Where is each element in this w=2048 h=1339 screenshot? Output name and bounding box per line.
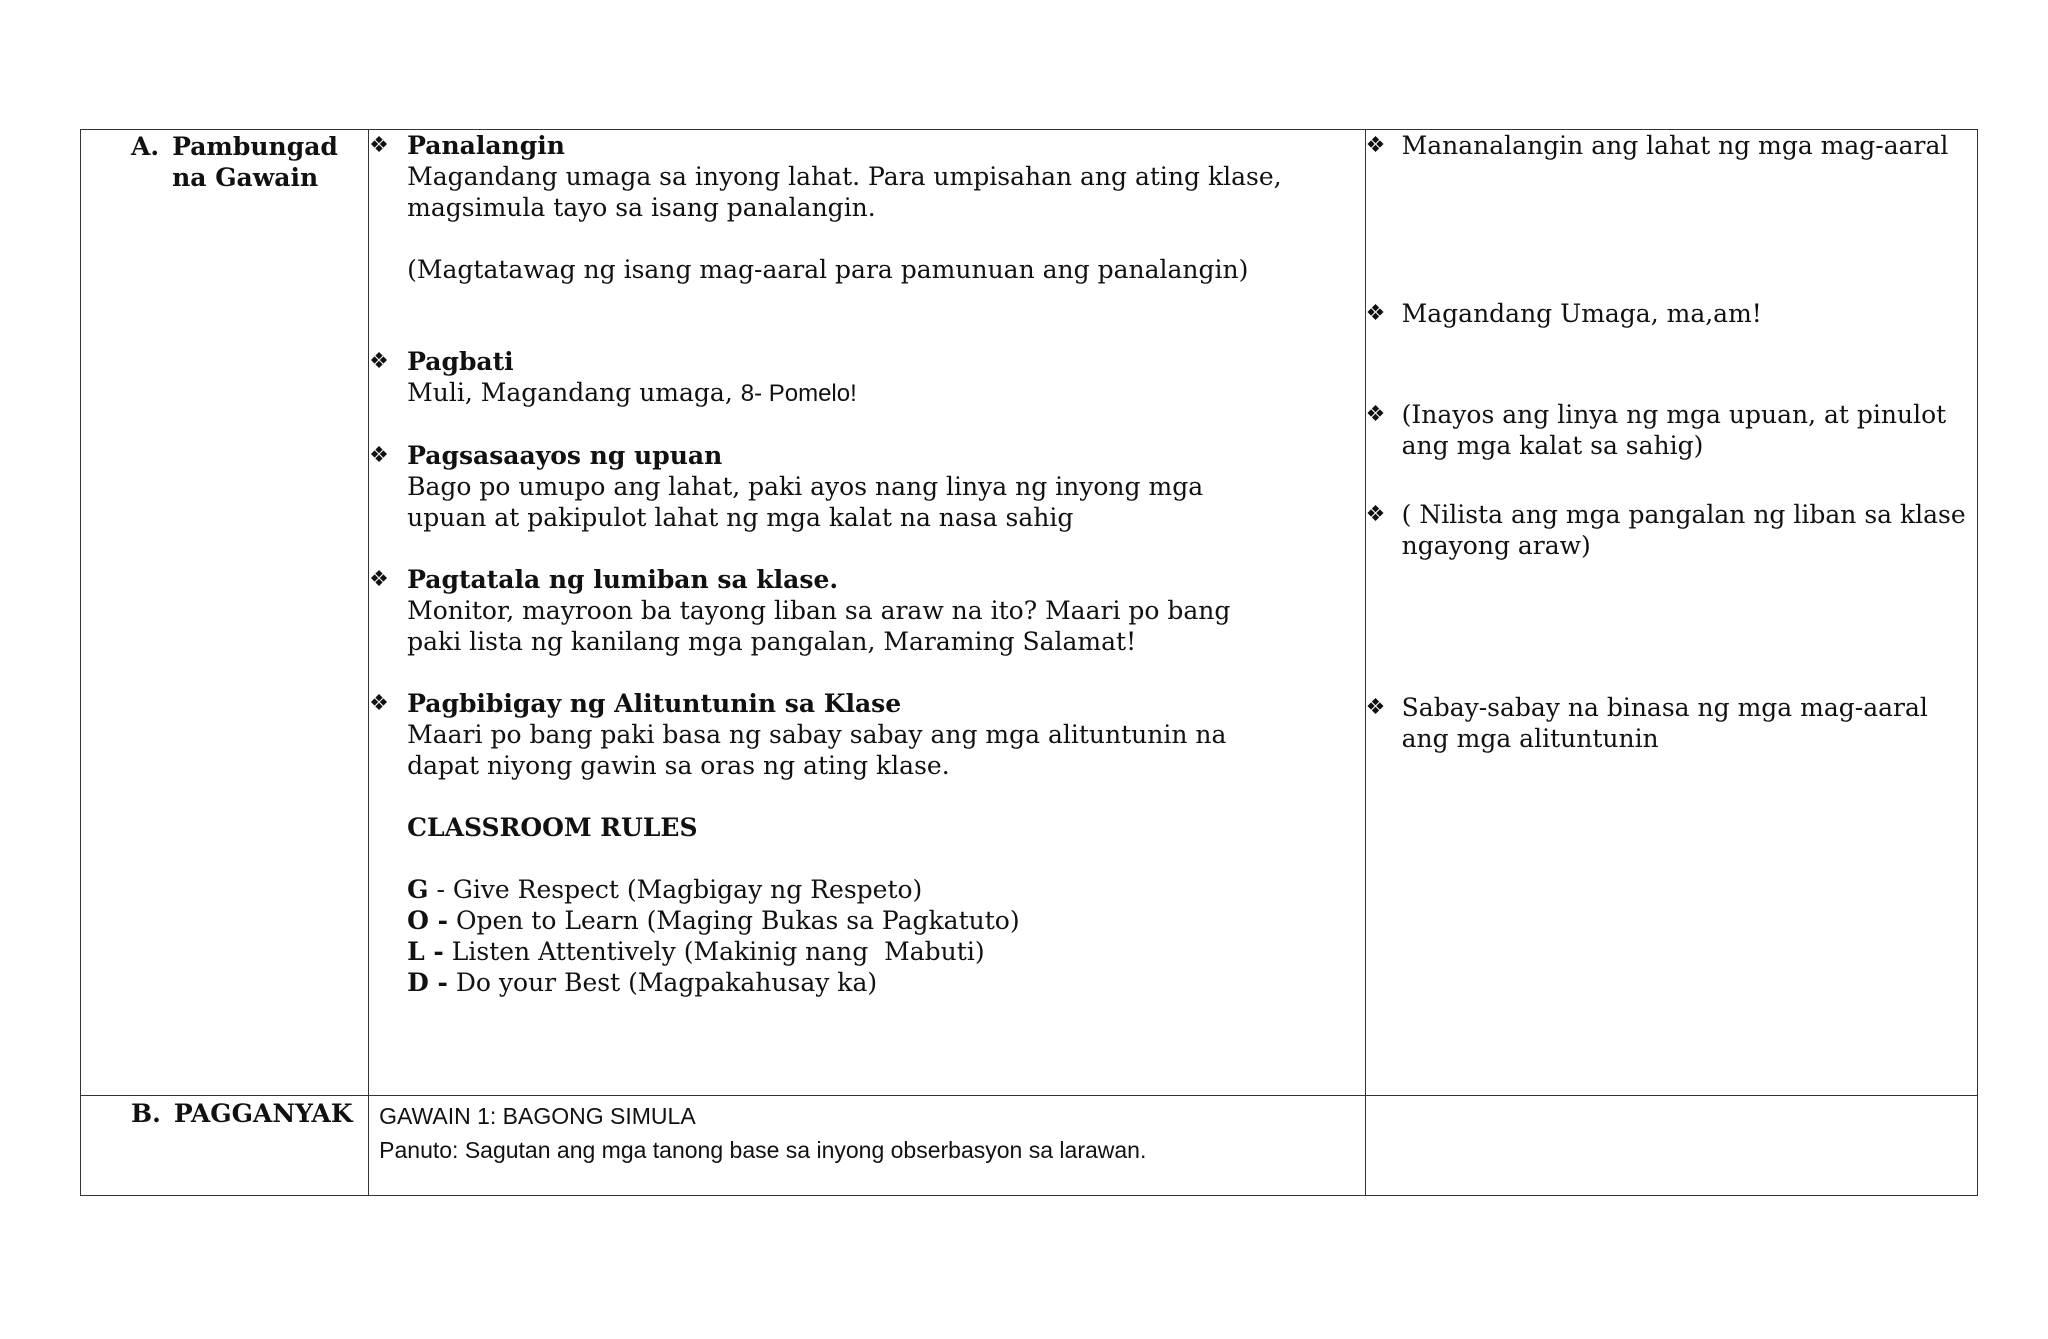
classroom-rules-heading: CLASSROOM RULES [407, 813, 698, 842]
item-title: Pagbibigay ng Alituntunin sa Klase [407, 689, 902, 718]
diamond-bullet-icon: ❖ [369, 349, 389, 374]
student-response-2: ❖ Magandang Umaga, ma,am! [1365, 299, 1762, 328]
item-title: Pagtatala ng lumiban sa klase. [407, 565, 839, 594]
section-a-heading [81, 130, 368, 193]
student-response-1: ❖ Mananalangin ang lahat ng mga mag-aaral [1365, 131, 1949, 160]
student-activity-cell [1365, 130, 1977, 1096]
diamond-bullet-icon: ❖ [1365, 133, 1386, 158]
item-title: Pagsasaayos ng upuan [407, 441, 723, 470]
student-response-4: ❖ ( Nilista ang mga pangalan ng liban sa klase ngayong araw) [1365, 500, 1966, 560]
student-response-5: ❖ Sabay-sabay na binasa ng mga mag-aaral ang mga alituntunin [1365, 693, 1928, 753]
item-text: Magandang umaga sa inyong lahat. Para umpisahan ang ating klase, magsimula tayo sa isang panalangin. [407, 162, 1282, 222]
pagganyak-student-cell [1365, 1096, 1977, 1196]
diamond-bullet-icon: ❖ [369, 133, 389, 158]
diamond-bullet-icon: ❖ [1365, 502, 1386, 527]
activity-title: GAWAIN 1: BAGONG SIMULA [379, 1103, 696, 1129]
student-response-3: ❖ (Inayos ang linya ng mga upuan, at pinulot ang mga kalat sa sahig) [1365, 400, 1947, 460]
activity-instructions: Panuto: Sagutan ang mga tanong base sa inyong obserbasyon sa larawan. [379, 1137, 1147, 1163]
diamond-bullet-icon: ❖ [1365, 402, 1386, 427]
teacher-activity-cell [369, 130, 1366, 1096]
diamond-bullet-icon: ❖ [369, 691, 389, 716]
list-item-alituntunin [369, 688, 1365, 998]
diamond-bullet-icon: ❖ [1365, 301, 1386, 326]
section-a-label-cell [81, 130, 369, 1096]
list-item-pagbati [369, 346, 1365, 409]
pagganyak-cell [369, 1096, 1366, 1196]
rule-line: D - Do your Best (Magpakahusay ka) [407, 968, 878, 997]
table-row-section-a [81, 130, 1978, 1096]
item-title: Panalangin [407, 131, 565, 160]
diamond-bullet-icon: ❖ [1365, 695, 1386, 720]
section-b-letter: B. [131, 1099, 161, 1128]
rule-line: G - Give Respect (Magbigay ng Respeto) [407, 875, 923, 904]
item-note: (Magtatawag ng isang mag-aaral para pamunuan ang panalangin) [407, 255, 1249, 284]
item-text: Monitor, mayroon ba tayong liban sa araw na ito? Maari po bang paki lista ng kanilang mga pangalan, Maraming Salamat! [407, 596, 1231, 656]
rule-line: O - Open to Learn (Maging Bukas sa Pagkatuto) [407, 906, 1020, 935]
section-b-title: PAGGANYAK [173, 1099, 353, 1128]
table-row-section-b [81, 1096, 1978, 1196]
item-text: Bago po umupo ang lahat, paki ayos nang linya ng inyong mga upuan at pakipulot lahat ng mga kalat na nasa sahig [407, 472, 1204, 532]
list-item-pagsasaayos [369, 440, 1365, 533]
item-text: Muli, Magandang umaga, 8- Pomelo! [407, 378, 857, 407]
class-name: 8- Pomelo! [740, 380, 857, 407]
section-a-title: Pambungad na Gawain [172, 132, 338, 192]
rule-line: L - Listen Attentively (Makinig nang Mabuti) [407, 937, 985, 966]
section-b-heading [81, 1096, 368, 1129]
section-b-label-cell [81, 1096, 369, 1196]
diamond-bullet-icon: ❖ [369, 567, 389, 592]
item-title: Pagbati [407, 347, 514, 376]
list-item-pagtatala [369, 564, 1365, 657]
lesson-plan-table [80, 129, 1978, 1196]
section-a-letter: A. [131, 132, 160, 161]
list-item-panalangin [369, 130, 1365, 285]
item-text: Maari po bang paki basa ng sabay sabay ang mga alituntunin na dapat niyong gawin sa oras ng ating klase. [407, 720, 1227, 780]
diamond-bullet-icon: ❖ [369, 443, 389, 468]
